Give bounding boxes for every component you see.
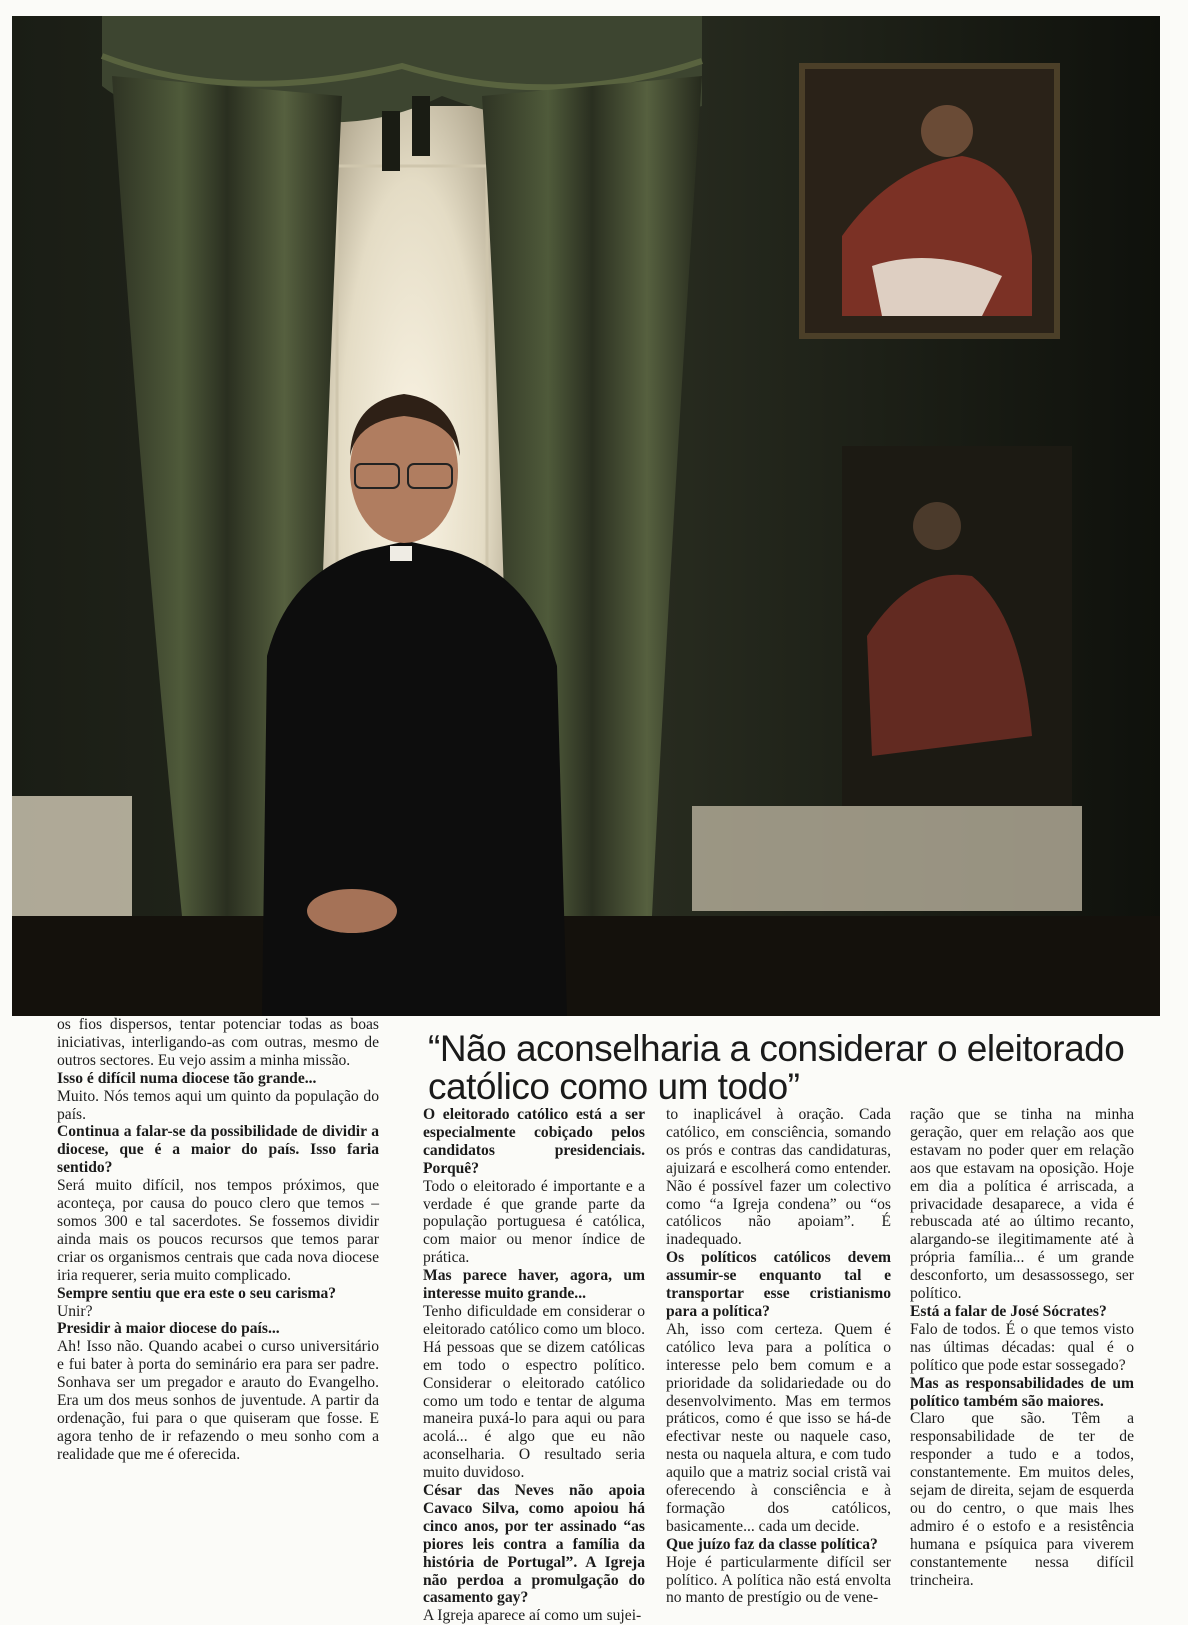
photo-illustration [12,16,1160,1016]
interview-question: Mas as responsabilidades de um político também são maiores. [910,1374,1134,1410]
article-column-4 [910,1106,1134,1589]
interview-question: Está a falar de José Sócrates? [910,1302,1107,1320]
pull-quote-headline: “Não aconselharia a considerar o eleitorado católico como um todo” [428,1028,1125,1107]
interview-question: Os políticos católicos devem assumir-se enquanto tal e transportar esse cristianismo para a política? [666,1249,891,1320]
interview-question: Sempre sentiu que era este o seu carisma? [57,1284,337,1302]
interview-question: Continua a falar-se da possibilidade de dividir a diocese, que é a maior do país. Isso faria sentido? [57,1123,379,1177]
article-column-3 [666,1106,891,1607]
interview-question: Que juízo faz da classe política? [666,1535,878,1553]
interview-answer: Muito. Nós temos aqui um quinto da população do país. [57,1087,379,1123]
interview-question: Presidir à maior diocese do país... [57,1320,280,1338]
interview-answer: Todo o eleitorado é importante e a verdade é que grande parte da população portuguesa é católica, com maior ou menor índice de prática. [423,1177,645,1267]
interview-answer: ração que se tinha na minha geração, quer em relação aos que estavam no poder quer em relação aos que estavam na oposição. Hoje em dia a política é arriscada, a privacidade desaparece, a vida é rebuscada até ao último recanto, alargando-se ilegitimamente até à própria família... é um grande desconforto, um desassossego, ser político. [910,1106,1134,1303]
interview-answer: Ah, isso com certeza. Quem é católico leva para a política o interesse pelo bem comum e a prioridade da solidariedade ou do desenvolvimento. Mas em termos práticos, como é que isso se há-de efectivar neste ou naquele caso, nesta ou naquela altura, e com tudo aquilo que a matriz social cristã vai oferecendo à consciência e à formação dos católicos, basicamente... cada um decide. [666,1320,891,1535]
interview-question: O eleitorado católico está a ser especialmente cobiçado pelos candidatos presidenciais. Porquê? [423,1106,645,1177]
article-column-2 [423,1106,645,1625]
interview-answer: Claro que são. Têm a responsabilidade de ter de responder a tudo e a todos, constantemente. Em muitos deles, sejam de direita, sejam de esquerda ou do centro, o que mais lhes admiro é o estofo e a resistência humana e psíquica para viverem constantemente nessa difícil trincheira. [910,1410,1134,1589]
portrait-photo [12,16,1160,1016]
interview-answer: Unir? [57,1302,93,1320]
interview-question: Isso é difícil numa diocese tão grande... [57,1069,317,1087]
interview-answer: Tenho dificuldade em considerar o eleitorado católico como um bloco. Há pessoas que se dizem católicas em todo o espectro político. Considerar o eleitorado católico como um todo e tentar de alguma maneira puxá-lo para aqui ou para acolá... é algo que eu não aconselharia. O resultado seria muito duvidoso. [423,1302,645,1482]
interview-answer: Falo de todos. É o que temos visto nas últimas décadas: qual é o político que pode estar sossegado? [910,1320,1134,1374]
interview-answer: Será muito difícil, nos tempos próximos, que aconteça, por causa do pouco clero que temos – somos 300 e tal sacerdotes. Se fossemos dividir ainda mais os poucos recursos que temos parar criar os organismos centrais que cada nova diocese iria requerer, seria muito complicado. [57,1177,379,1284]
interview-question: Mas parece haver, agora, um interesse muito grande... [423,1267,645,1303]
interview-answer: Ah! Isso não. Quando acabei o curso universitário e fui bater à porta do seminário era para ser padre. Sonhava ser um pregador e arauto do Evangelho. Era um dos meus sonhos de juventude. A partir da ordenação, fui para o que quiseram que fosse. E agora tenho de ir refazendo o meu sonho com a realidade que me é oferecida. [57,1338,379,1463]
article-column-1 [57,1016,379,1464]
interview-answer: to inaplicável à oração. Cada católico, em consciência, somando os prós e contras das candidaturas, ajuizará e escolherá como entender. Não é possível fazer um colectivo como “a Igreja condena” ou “os católicos não apoiam”. É inadequado. [666,1106,891,1249]
interview-answer: os fios dispersos, tentar potenciar todas as boas iniciativas, interligando-as com outras, mesmo de outros sectores. Eu vejo assim a minha missão. [57,1016,379,1069]
interview-answer: Hoje é particularmente difícil ser político. A política não está envolta no manto de prestígio ou de vene- [666,1553,891,1607]
interview-question: César das Neves não apoia Cavaco Silva, como apoiou há cinco anos, por ter assinado “as piores leis contra a família da história de Portugal”. A Igreja não perdoa a promulgação do casamento gay? [423,1482,645,1607]
interview-answer: A Igreja aparece aí como um sujei- [423,1607,642,1625]
